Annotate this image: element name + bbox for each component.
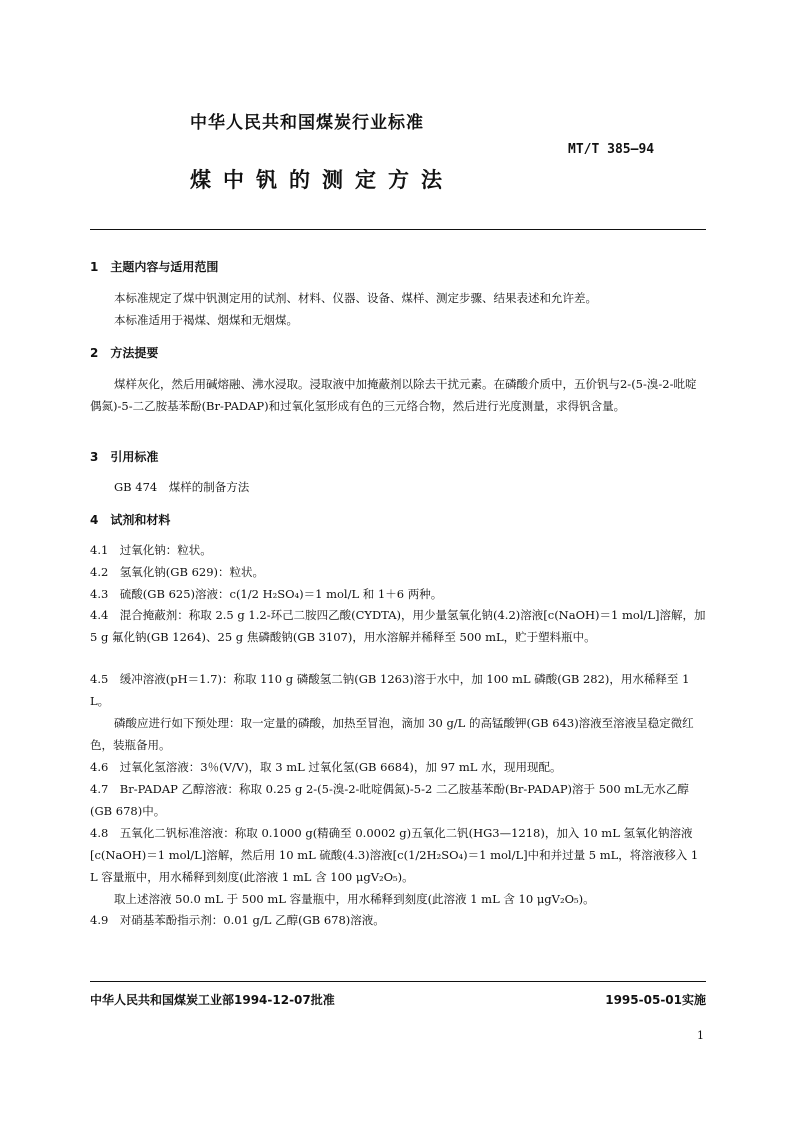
approval-text: 中华人民共和国煤炭工业部1994-12-07批准: [90, 993, 335, 1007]
item-4-4: 4.4 混合掩蔽剂：称取 2.5 g 1.2-环己二胺四乙酸(CYDTA)，用少量氢氧化钠(4.2)溶液[c(NaOH)＝1 mol/L]溶解，加 5 g 氟化钠(GB 1264)、25 g 焦磷酸钠(GB 3107)，用水溶解并稀释至 500 mL，贮于塑料瓶中。: [90, 608, 706, 644]
section-1-heading: 1 主题内容与适用范围: [90, 260, 219, 274]
page-number: 1: [697, 1029, 704, 1042]
item-4-5-note: 磷酸应进行如下预处理：取一定量的磷酸，加热至冒泡，滴加 30 g/L 的高锰酸钾(GB 643)溶液至溶液呈稳定微红色，装瓶备用。: [90, 716, 694, 752]
section-1-para-2: 本标准适用于褐煤、烟煤和无烟煤。: [114, 313, 298, 327]
standard-number: MT/T 385—94: [568, 142, 655, 157]
item-4-9: 4.9 对硝基苯酚指示剂：0.01 g/L 乙醇(GB 678)溶液。: [90, 913, 385, 927]
section-2-para-1: 煤样灰化，然后用碱熔融、沸水浸取。浸取液中加掩蔽剂以除去干扰元素。在磷酸介质中，五价钒与2-(5-溴-2-吡啶偶氮)-5-二乙胺基苯酚(Br-PADAP)和过氧化氢形成有色的三元络合物，然后进行光度测量，求得钒含量。: [90, 377, 697, 413]
item-4-8-note: 取上述溶液 50.0 mL 于 500 mL 容量瓶中，用水稀释到刻度(此溶液 1 mL 含 10 μgV₂O₅)。: [114, 892, 595, 906]
item-4-3: 4.3 硫酸(GB 625)溶液：c(1/2 H₂SO₄)＝1 mol/L 和 1＋6 两种。: [90, 587, 443, 601]
section-3-heading: 3 引用标准: [90, 450, 159, 464]
section-3-para-1: GB 474 煤样的制备方法: [114, 480, 250, 494]
footer-divider: [90, 981, 706, 982]
section-2-heading: 2 方法提要: [90, 346, 159, 360]
item-4-6: 4.6 过氧化氢溶液：3％(V/V)，取 3 mL 过氧化氢(GB 6684)，加 97 mL 水，现用现配。: [90, 760, 562, 774]
doc-title: 煤中钒的测定方法: [190, 168, 454, 192]
item-4-2: 4.2 氢氧化钠(GB 629)：粒状。: [90, 565, 265, 579]
item-4-1: 4.1 过氧化钠：粒状。: [90, 543, 212, 557]
item-4-8: 4.8 五氧化二钒标准溶液：称取 0.1000 g(精确至 0.0002 g)五氧化二钒(HG3—1218)，加入 10 mL 氢氧化钠溶液[c(NaOH)＝1 mol/L]溶解，然后用 10 mL 硫酸(4.3)溶液[c(1/2H₂SO₄)＝1 mol/L]中和并过量 5 mL，将溶液移入 1 L 容量瓶中，用水稀释到刻度(此溶液 1 mL 含 100 μgV₂O₅)。: [90, 826, 699, 884]
effective-date: 1995-05-01实施: [605, 993, 706, 1007]
section-4-heading: 4 试剂和材料: [90, 513, 171, 527]
item-4-7: 4.7 Br-PADAP 乙醇溶液：称取 0.25 g 2-(5-溴-2-吡啶偶氮)-5-2 二乙胺基苯酚(Br-PADAP)溶于 500 mL无水乙醇(GB 678)中。: [90, 782, 689, 818]
section-1-para-1: 本标准规定了煤中钒测定用的试剂、材料、仪器、设备、煤样、测定步骤、结果表述和允许差。: [114, 291, 597, 305]
header-divider: [90, 229, 706, 230]
org-title: 中华人民共和国煤炭行业标准: [190, 113, 424, 133]
item-4-5: 4.5 缓冲溶液(pH＝1.7)：称取 110 g 磷酸氢二钠(GB 1263)溶于水中，加 100 mL 磷酸(GB 282)，用水稀释至 1 L。: [90, 672, 690, 708]
